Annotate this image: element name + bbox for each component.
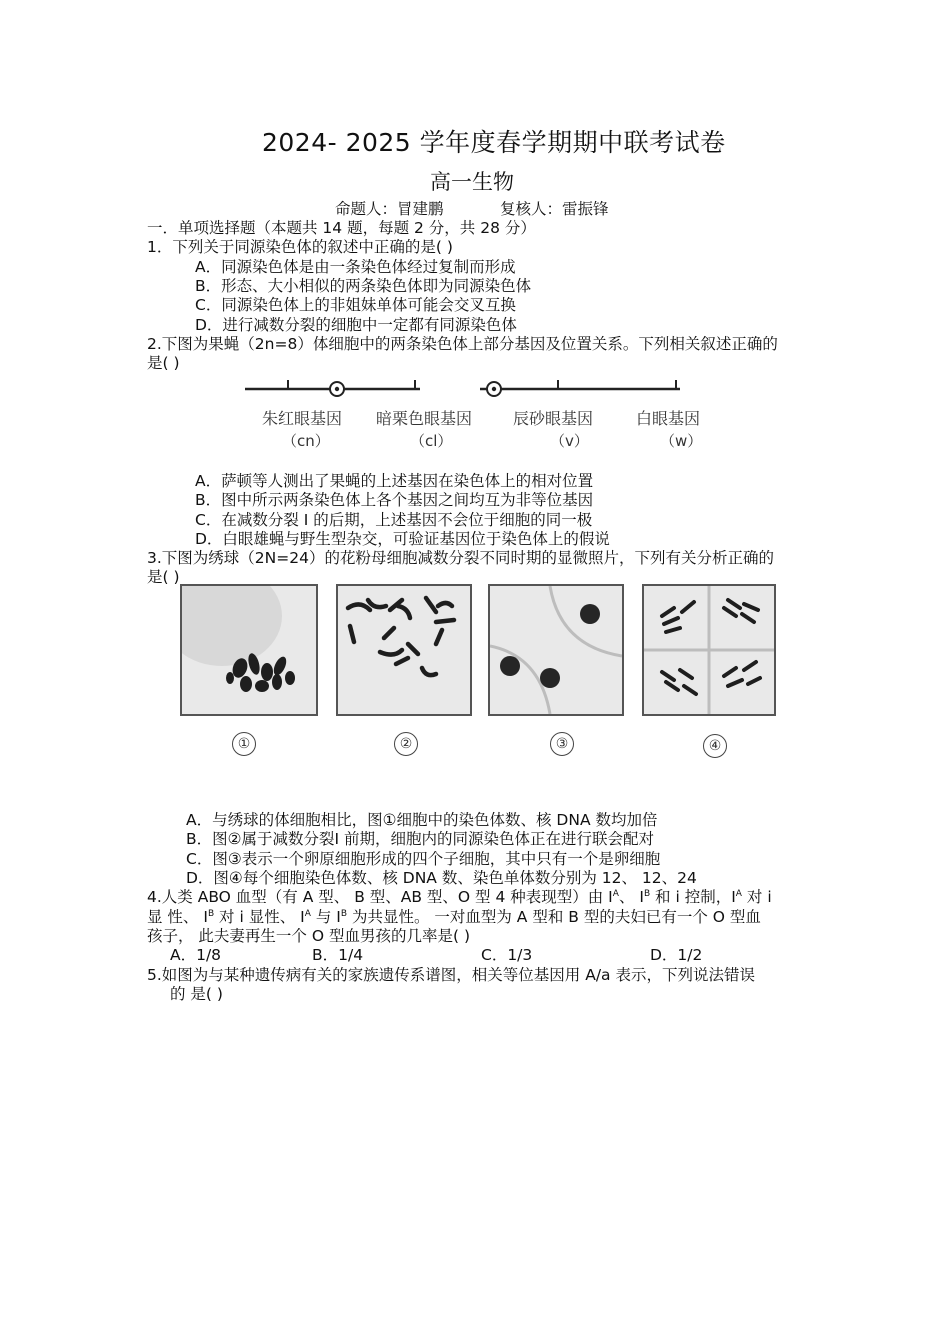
gene-symbol-w: （w） <box>660 432 703 450</box>
q5-stem-line1: 5.如图为与某种遗传病有关的家族遗传系谱图，相关等位基因用 A/a 表示，下列说法错误 <box>147 966 755 984</box>
gene-label-cn: 朱红眼基因 <box>262 409 343 428</box>
figure-label-4: ④ <box>703 734 727 758</box>
micrograph-1 <box>180 584 318 716</box>
q4-option-d: D．1/2 <box>650 946 703 964</box>
q4-stem-line2: 显 性、 $I^B$ 对 i 显性、 $I^A$ 与 $I^B$ 为共显性。 一对血型为 A 型和 B 型的夫妇已有一个 O 型血 <box>147 908 761 926</box>
q1-option-c: C．同源染色体上的非姐妹单体可能会交叉互换 <box>195 296 516 314</box>
reviewer-line <box>500 200 609 219</box>
anaphase-cells <box>644 586 774 714</box>
q3-option-d: D．图④每个细胞染色体数、核 DNA 数、染色单体数分别为 12、 12、24 <box>186 869 697 887</box>
gene-symbol-cl: （cl） <box>410 432 453 450</box>
gene-label-v: 辰砂眼基因 <box>513 409 594 428</box>
figure-label-3: ③ <box>550 732 574 756</box>
q1-option-a: A．同源染色体是由一条染色体经过复制而形成 <box>195 258 516 276</box>
q5-stem-line2: 的 是( ) <box>170 985 223 1003</box>
gene-label-w: 白眼基因 <box>636 409 701 428</box>
exam-title: 2024- 2025 学年度春学期期中联考试卷 <box>262 128 726 157</box>
q2-option-b: B．图中所示两条染色体上各个基因之间均互为非等位基因 <box>195 491 594 509</box>
author-name: 冒建鹏 <box>397 200 444 218</box>
micrograph-4 <box>642 584 776 716</box>
section-heading: 一．单项选择题（本题共 14 题，每题 2 分，共 28 分） <box>147 219 536 237</box>
figure-label-2: ② <box>394 732 418 756</box>
four-nuclei <box>490 586 622 714</box>
author-label: 命题人： <box>335 200 398 218</box>
reviewer-name: 雷振锋 <box>562 200 609 218</box>
q1-option-d: D．进行减数分裂的细胞中一定都有同源染色体 <box>195 316 517 334</box>
q3-option-c: C．图③表示一个卵原细胞形成的四个子细胞，其中只有一个是卵细胞 <box>186 850 661 868</box>
subject-title: 高一生物 <box>430 170 514 194</box>
q4-stem-line1: 4.人类 ABO 血型（有 A 型、 B 型、AB 型、O 型 4 种表现型）由 $I^A$、 $I^B$ 和 i 控制，$I^A$ 对 i <box>147 888 772 906</box>
q3-option-b: B．图②属于减数分裂Ⅰ 前期，细胞内的同源染色体正在进行联会配对 <box>186 830 655 848</box>
q3-option-a: A．与绣球的体细胞相比，图①细胞中的染色体数、核 DNA 数均加倍 <box>186 811 658 829</box>
q2-stem-line1: 2.下图为果蝇（2n=8）体细胞中的两条染色体上部分基因及位置关系。下列相关叙述正确的 <box>147 335 778 353</box>
author-line <box>335 200 444 219</box>
prophase-chromosomes <box>338 586 470 714</box>
q4-option-c: C．1/3 <box>481 946 533 964</box>
figure-label-1: ① <box>232 732 256 756</box>
q4-option-b: B．1/4 <box>312 946 364 964</box>
q2-option-d: D．白眼雄蝇与野生型杂交，可验证基因位于染色体上的假说 <box>195 530 610 548</box>
q2-option-a: A．萨顿等人测出了果蝇的上述基因在染色体上的相对位置 <box>195 472 594 490</box>
q1-option-b: B．形态、大小相似的两条染色体即为同源染色体 <box>195 277 532 295</box>
q4-option-a: A．1/8 <box>170 946 222 964</box>
q2-option-c: C．在减数分裂 I 的后期，上述基因不会位于细胞的同一极 <box>195 511 593 529</box>
micrograph-3 <box>488 584 624 716</box>
chromosome-diagram <box>240 372 710 406</box>
gene-label-cl: 暗栗色眼基因 <box>376 409 473 428</box>
gene-symbol-cn: （cn） <box>282 432 330 450</box>
gene-symbol-v: （v） <box>550 432 589 450</box>
q3-stem-line1: 3.下图为绣球（2N=24）的花粉母细胞减数分裂不同时期的显微照片，下列有关分析正确的 <box>147 549 774 567</box>
q3-stem-line2: 是( ) <box>147 568 180 586</box>
q2-stem-line2: 是( ) <box>147 354 180 372</box>
q1-stem: 1．下列关于同源染色体的叙述中正确的是( ) <box>147 238 453 256</box>
q4-stem-line3: 孩子， 此夫妻再生一个 O 型血男孩的几率是( ) <box>147 927 471 945</box>
micrograph-2 <box>336 584 472 716</box>
metaphase-chromosomes <box>182 586 316 714</box>
reviewer-label: 复核人： <box>500 200 563 218</box>
